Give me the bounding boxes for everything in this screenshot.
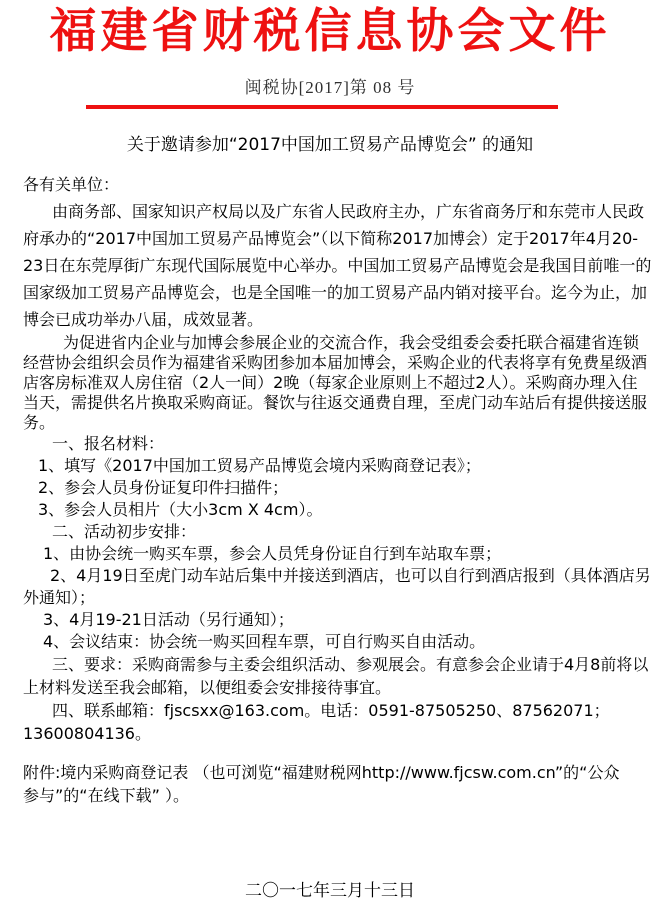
body-line: 二、活动初步安排： xyxy=(52,522,197,541)
document-body xyxy=(0,171,660,807)
body-block xyxy=(23,333,648,433)
body-line: 为促进省内企业与加博会参展企业的交流合作，我会受组委会委托联合福建省连锁 xyxy=(63,333,640,352)
body-line: 2、4月19日至虎门动车站后集中并接送到酒店，也可以自行到酒店报到（具体酒店另 xyxy=(50,566,651,585)
body-line: 3、4月19-21日活动（另行通知）； xyxy=(43,610,294,629)
document-date: 二〇一七年三月十三日 xyxy=(245,881,415,901)
body-line: 国家级加工贸易产品博览会，也是全国唯一的加工贸易产品内销对接平台。迄今为止，加 xyxy=(23,283,648,302)
body-line: 三、要求：采购商需参与主委会组织活动、参观展会。有意参会企业请于4月8前将以 xyxy=(52,655,649,674)
body-block xyxy=(23,433,637,543)
body-line: 博会已成功举办八届，成效显著。 xyxy=(23,310,264,329)
body-line: 务。 xyxy=(23,413,56,432)
body-line: 2、参会人员身份证复印件扫描件； xyxy=(38,478,289,497)
body-line: 一、报名材料： xyxy=(52,434,165,453)
document-header-title: 福建省财税信息协会文件 xyxy=(49,4,611,57)
body-line: 附件:境内采购商登记表 （也可浏览“福建财税网http://www.fjcsw.com.cn”的“公众 xyxy=(23,763,620,782)
body-block xyxy=(23,761,637,807)
body-line: 外通知）； xyxy=(23,588,96,607)
body-line: 23日在东莞厚街广东现代国际展览中心举办。中国加工贸易产品博览会是我国目前唯一的 xyxy=(23,256,652,275)
notice-title: 关于邀请参加“2017中国加工贸易产品博览会” 的通知 xyxy=(126,135,534,155)
body-line: 13600804136。 xyxy=(23,724,151,743)
red-divider-line xyxy=(86,105,558,109)
body-block xyxy=(23,171,652,333)
body-line: 府承办的“2017中国加工贸易产品博览会”（以下简称2017加博会）定于2017年4月20- xyxy=(23,229,639,248)
body-line: 店客房标准双人房住宿（2人一间）2晚（每家企业原则上不超过2人）。采购商办理入住 xyxy=(23,373,638,392)
body-block xyxy=(23,653,649,745)
body-line: 由商务部、国家知识产权局以及广东省人民政府主办，广东省商务厅和东莞市人民政 xyxy=(52,202,645,221)
body-line: 上材料发送至我会邮箱，以便组委会安排接待事宜。 xyxy=(23,678,392,697)
body-line: 四、联系邮箱：fjscsxx@163.com。电话：0591-87505250、87562071； xyxy=(52,701,610,720)
body-line: 各有关单位： xyxy=(23,175,120,194)
body-line: 3、参会人员相片（大小3cm X 4cm）。 xyxy=(38,500,323,519)
body-line: 4、会议结束：协会统一购买回程车票，可自行购买自由活动。 xyxy=(43,632,486,651)
document-number: 闽税协[2017]第 08 号 xyxy=(244,78,416,97)
body-line: 当天，需提供名片换取采购商证。餐饮与往返交通费自理，至虎门动车站后有提供接送服 xyxy=(23,393,648,412)
body-line: 1、填写《2017中国加工贸易产品博览会境内采购商登记表》； xyxy=(38,456,481,475)
body-line: 1、由协会统一购买车票，参会人员凭身份证自行到车站取车票； xyxy=(43,544,502,563)
body-block xyxy=(23,543,651,653)
body-line: 经营协会组织会员作为福建省采购团参加本届加博会，采购企业的代表将享有免费星级酒 xyxy=(23,353,648,372)
body-line: 参与”的“在线下载” ）。 xyxy=(23,786,189,805)
